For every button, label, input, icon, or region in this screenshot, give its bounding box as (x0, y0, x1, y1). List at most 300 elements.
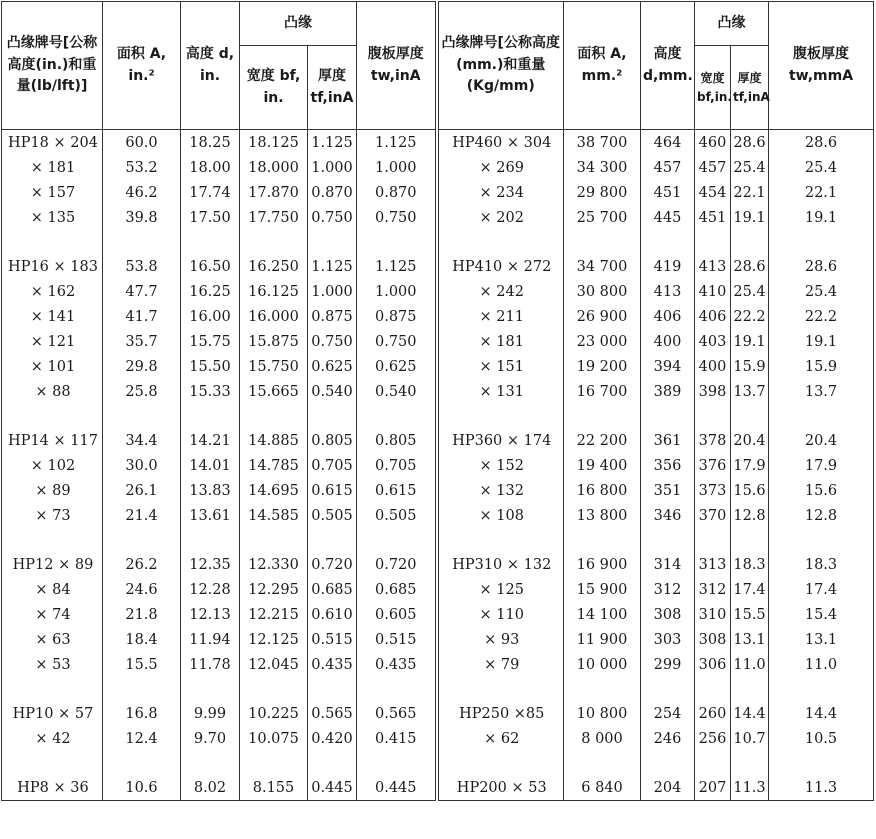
cell-r-designation: × 62 (437, 726, 564, 751)
cell-l-web: 0.615 (357, 478, 437, 503)
spacer-cell (769, 677, 874, 701)
cell-l-area: 24.6 (103, 577, 181, 602)
cell-r-flange-width: 457 (695, 155, 731, 180)
cell-l-designation: × 181 (2, 155, 103, 180)
cell-r-depth: 346 (641, 503, 695, 528)
cell-l-designation: HP18 × 204 (2, 130, 103, 156)
cell-l-flange-thick: 0.685 (308, 577, 357, 602)
cell-l-designation: × 162 (2, 279, 103, 304)
cell-r-area: 23 000 (564, 329, 641, 354)
spacer-cell (103, 404, 181, 428)
cell-r-depth: 394 (641, 354, 695, 379)
cell-r-depth: 254 (641, 701, 695, 726)
spacer-cell (2, 528, 103, 552)
cell-l-flange-width: 12.295 (240, 577, 308, 602)
header-r-flange: 凸缘 (695, 2, 769, 46)
cell-r-web: 17.4 (769, 577, 874, 602)
header-l-flange-thick: 厚度 tf,inA (308, 46, 357, 130)
cell-l-depth: 8.02 (181, 775, 240, 801)
cell-r-flange-width: 306 (695, 652, 731, 677)
cell-l-flange-thick: 0.515 (308, 627, 357, 652)
cell-r-designation: × 202 (437, 205, 564, 230)
header-l-flange: 凸缘 (240, 2, 357, 46)
cell-l-flange-thick: 0.420 (308, 726, 357, 751)
cell-r-web: 15.9 (769, 354, 874, 379)
cell-l-designation: × 157 (2, 180, 103, 205)
cell-l-flange-width: 14.785 (240, 453, 308, 478)
spacer-cell (731, 230, 769, 254)
spacer-cell (437, 230, 564, 254)
spacer-cell (357, 751, 437, 775)
table-row (2, 279, 874, 304)
cell-l-depth: 9.99 (181, 701, 240, 726)
cell-r-flange-width: 400 (695, 354, 731, 379)
cell-r-flange-thick: 14.4 (731, 701, 769, 726)
header-l-area: 面积 A, in.² (103, 2, 181, 130)
cell-r-area: 8 000 (564, 726, 641, 751)
cell-r-flange-width: 398 (695, 379, 731, 404)
cell-l-web: 0.565 (357, 701, 437, 726)
cell-l-depth: 16.00 (181, 304, 240, 329)
spacer-cell (641, 528, 695, 552)
spacer-cell (2, 230, 103, 254)
cell-r-designation: × 108 (437, 503, 564, 528)
cell-l-flange-width: 14.885 (240, 428, 308, 453)
cell-l-designation: × 135 (2, 205, 103, 230)
spacer-cell (695, 404, 731, 428)
cell-r-depth: 464 (641, 130, 695, 156)
table-row (2, 453, 874, 478)
spacer-cell (641, 230, 695, 254)
table-row (2, 503, 874, 528)
spacer-cell (437, 528, 564, 552)
spacer-cell (695, 751, 731, 775)
spacer-cell (769, 751, 874, 775)
spacer-cell (240, 528, 308, 552)
spacer-cell (181, 751, 240, 775)
cell-r-flange-thick: 19.1 (731, 205, 769, 230)
spacer-cell (181, 528, 240, 552)
spacer-cell (240, 230, 308, 254)
cell-r-flange-thick: 22.2 (731, 304, 769, 329)
cell-r-flange-thick: 17.4 (731, 577, 769, 602)
cell-r-flange-width: 410 (695, 279, 731, 304)
cell-l-flange-width: 18.125 (240, 130, 308, 156)
cell-l-web: 0.875 (357, 304, 437, 329)
cell-l-flange-width: 12.125 (240, 627, 308, 652)
cell-r-depth: 299 (641, 652, 695, 677)
cell-r-depth: 204 (641, 775, 695, 801)
cell-l-designation: × 121 (2, 329, 103, 354)
cell-l-area: 34.4 (103, 428, 181, 453)
cell-l-flange-width: 14.585 (240, 503, 308, 528)
spacer-cell (357, 230, 437, 254)
cell-l-depth: 14.21 (181, 428, 240, 453)
spacer-cell (731, 404, 769, 428)
cell-l-web: 0.625 (357, 354, 437, 379)
cell-r-designation: HP250 ×85 (437, 701, 564, 726)
cell-l-area: 26.1 (103, 478, 181, 503)
cell-r-area: 10 800 (564, 701, 641, 726)
cell-r-area: 19 200 (564, 354, 641, 379)
cell-r-depth: 303 (641, 627, 695, 652)
header-l-flange-width: 宽度 bf, in. (240, 46, 308, 130)
table-row (2, 552, 874, 577)
cell-r-designation: × 132 (437, 478, 564, 503)
cell-r-area: 26 900 (564, 304, 641, 329)
spacer-cell (181, 677, 240, 701)
cell-l-web: 1.125 (357, 130, 437, 156)
spacer-cell (564, 230, 641, 254)
cell-r-designation: × 181 (437, 329, 564, 354)
cell-r-web: 18.3 (769, 552, 874, 577)
cell-r-area: 29 800 (564, 180, 641, 205)
group-spacer (2, 528, 874, 552)
cell-l-flange-width: 12.330 (240, 552, 308, 577)
spacer-cell (181, 404, 240, 428)
header-r-web: 腹板厚度 tw,mmA (769, 2, 874, 130)
spacer-cell (731, 528, 769, 552)
cell-l-designation: × 63 (2, 627, 103, 652)
cell-l-flange-thick: 0.705 (308, 453, 357, 478)
cell-l-web: 0.435 (357, 652, 437, 677)
spacer-cell (308, 751, 357, 775)
cell-r-flange-thick: 13.7 (731, 379, 769, 404)
cell-r-flange-thick: 17.9 (731, 453, 769, 478)
cell-l-flange-thick: 1.000 (308, 155, 357, 180)
spacer-cell (731, 751, 769, 775)
cell-r-depth: 361 (641, 428, 695, 453)
cell-r-web: 19.1 (769, 205, 874, 230)
cell-r-depth: 389 (641, 379, 695, 404)
header-r-designation: 凸缘牌号[公称高度(mm.)和重量(Kg/mm) (437, 2, 564, 130)
table-row (2, 602, 874, 627)
cell-r-depth: 314 (641, 552, 695, 577)
cell-r-depth: 400 (641, 329, 695, 354)
cell-l-web: 1.000 (357, 155, 437, 180)
cell-l-flange-thick: 0.720 (308, 552, 357, 577)
spacer-cell (2, 677, 103, 701)
cell-l-flange-thick: 0.445 (308, 775, 357, 801)
cell-r-designation: HP360 × 174 (437, 428, 564, 453)
cell-r-flange-width: 454 (695, 180, 731, 205)
spacer-cell (357, 404, 437, 428)
cell-l-depth: 13.83 (181, 478, 240, 503)
cell-l-flange-width: 12.045 (240, 652, 308, 677)
cell-r-designation: × 131 (437, 379, 564, 404)
cell-l-depth: 17.50 (181, 205, 240, 230)
cell-r-flange-width: 308 (695, 627, 731, 652)
cell-r-flange-thick: 11.0 (731, 652, 769, 677)
cell-l-flange-thick: 1.125 (308, 130, 357, 156)
table-row (2, 180, 874, 205)
spacer-cell (2, 751, 103, 775)
cell-r-designation: HP460 × 304 (437, 130, 564, 156)
cell-l-depth: 15.33 (181, 379, 240, 404)
cell-r-flange-width: 378 (695, 428, 731, 453)
cell-l-designation: HP8 × 36 (2, 775, 103, 801)
spacer-cell (103, 751, 181, 775)
cell-l-flange-thick: 0.750 (308, 329, 357, 354)
spacer-cell (695, 230, 731, 254)
cell-r-flange-thick: 13.1 (731, 627, 769, 652)
cell-r-web: 10.5 (769, 726, 874, 751)
spacer-cell (103, 677, 181, 701)
cell-r-web: 17.9 (769, 453, 874, 478)
cell-r-designation: × 79 (437, 652, 564, 677)
cell-r-web: 15.4 (769, 602, 874, 627)
table-row (2, 701, 874, 726)
cell-r-web: 22.2 (769, 304, 874, 329)
group-spacer (2, 230, 874, 254)
cell-l-web: 0.750 (357, 205, 437, 230)
cell-l-depth: 17.74 (181, 180, 240, 205)
cell-r-designation: × 242 (437, 279, 564, 304)
cell-l-designation: HP12 × 89 (2, 552, 103, 577)
cell-l-flange-thick: 0.435 (308, 652, 357, 677)
cell-r-web: 11.0 (769, 652, 874, 677)
spacer-cell (357, 677, 437, 701)
cell-l-depth: 15.75 (181, 329, 240, 354)
cell-r-flange-width: 413 (695, 254, 731, 279)
cell-r-depth: 356 (641, 453, 695, 478)
cell-r-area: 19 400 (564, 453, 641, 478)
cell-l-area: 60.0 (103, 130, 181, 156)
cell-r-web: 20.4 (769, 428, 874, 453)
cell-r-flange-thick: 25.4 (731, 155, 769, 180)
cell-r-flange-thick: 15.5 (731, 602, 769, 627)
cell-r-flange-thick: 15.6 (731, 478, 769, 503)
cell-l-designation: × 88 (2, 379, 103, 404)
table-row (2, 205, 874, 230)
spacer-cell (564, 528, 641, 552)
cell-l-flange-width: 15.750 (240, 354, 308, 379)
header-r-area: 面积 A, mm.² (564, 2, 641, 130)
cell-l-area: 29.8 (103, 354, 181, 379)
cell-l-web: 1.125 (357, 254, 437, 279)
cell-r-web: 19.1 (769, 329, 874, 354)
header-r-flange-thick: 厚度 tf,inA (731, 46, 769, 130)
cell-l-designation: × 74 (2, 602, 103, 627)
cell-r-web: 12.8 (769, 503, 874, 528)
cell-r-flange-thick: 22.1 (731, 180, 769, 205)
cell-l-web: 1.000 (357, 279, 437, 304)
cell-l-flange-thick: 0.625 (308, 354, 357, 379)
cell-r-area: 6 840 (564, 775, 641, 801)
cell-l-depth: 9.70 (181, 726, 240, 751)
cell-r-web: 25.4 (769, 279, 874, 304)
table-row (2, 354, 874, 379)
cell-r-flange-width: 406 (695, 304, 731, 329)
cell-r-flange-thick: 19.1 (731, 329, 769, 354)
cell-l-flange-width: 12.215 (240, 602, 308, 627)
spacer-cell (308, 230, 357, 254)
cell-l-flange-thick: 0.875 (308, 304, 357, 329)
table-row (2, 155, 874, 180)
cell-r-designation: HP310 × 132 (437, 552, 564, 577)
spacer-cell (564, 751, 641, 775)
table-row (2, 577, 874, 602)
spacer-cell (641, 751, 695, 775)
cell-l-designation: × 42 (2, 726, 103, 751)
cell-r-designation: × 110 (437, 602, 564, 627)
cell-r-designation: × 151 (437, 354, 564, 379)
header-r-flange-width: 宽度 bf,in. (695, 46, 731, 130)
cell-l-area: 26.2 (103, 552, 181, 577)
cell-l-web: 0.685 (357, 577, 437, 602)
spacer-cell (695, 528, 731, 552)
spacer-cell (308, 677, 357, 701)
cell-l-area: 41.7 (103, 304, 181, 329)
cell-r-depth: 308 (641, 602, 695, 627)
cell-r-flange-thick: 20.4 (731, 428, 769, 453)
cell-r-designation: × 93 (437, 627, 564, 652)
spacer-cell (564, 404, 641, 428)
cell-l-flange-thick: 0.615 (308, 478, 357, 503)
table-body (2, 130, 874, 801)
cell-l-flange-width: 17.750 (240, 205, 308, 230)
cell-r-depth: 406 (641, 304, 695, 329)
cell-r-flange-thick: 10.7 (731, 726, 769, 751)
group-spacer (2, 677, 874, 701)
cell-r-flange-thick: 12.8 (731, 503, 769, 528)
spacer-cell (769, 404, 874, 428)
cell-l-designation: HP16 × 183 (2, 254, 103, 279)
cell-r-depth: 457 (641, 155, 695, 180)
cell-l-designation: × 102 (2, 453, 103, 478)
cell-r-area: 11 900 (564, 627, 641, 652)
table-row (2, 478, 874, 503)
spacer-cell (769, 230, 874, 254)
cell-l-depth: 12.13 (181, 602, 240, 627)
cell-l-designation: × 101 (2, 354, 103, 379)
table-row (2, 726, 874, 751)
cell-r-depth: 445 (641, 205, 695, 230)
spacer-cell (769, 528, 874, 552)
cell-r-flange-thick: 28.6 (731, 130, 769, 156)
cell-r-area: 16 700 (564, 379, 641, 404)
header-l-web: 腹板厚度 tw,inA (357, 2, 437, 130)
cell-r-flange-width: 373 (695, 478, 731, 503)
cell-l-web: 0.720 (357, 552, 437, 577)
cell-l-flange-width: 16.125 (240, 279, 308, 304)
table-row (2, 379, 874, 404)
cell-r-area: 25 700 (564, 205, 641, 230)
cell-r-designation: × 269 (437, 155, 564, 180)
cell-r-web: 13.1 (769, 627, 874, 652)
cell-l-web: 0.415 (357, 726, 437, 751)
cell-r-flange-width: 460 (695, 130, 731, 156)
spacer-cell (308, 528, 357, 552)
spacer-cell (181, 230, 240, 254)
spacer-cell (240, 677, 308, 701)
cell-l-flange-thick: 1.125 (308, 254, 357, 279)
cell-l-flange-width: 15.665 (240, 379, 308, 404)
cell-r-web: 11.3 (769, 775, 874, 801)
cell-r-designation: × 211 (437, 304, 564, 329)
cell-l-flange-thick: 0.805 (308, 428, 357, 453)
spacer-cell (240, 751, 308, 775)
spacer-cell (240, 404, 308, 428)
cell-l-depth: 16.50 (181, 254, 240, 279)
cell-l-flange-thick: 0.540 (308, 379, 357, 404)
cell-l-depth: 11.94 (181, 627, 240, 652)
cell-l-flange-width: 17.870 (240, 180, 308, 205)
spacer-cell (641, 404, 695, 428)
cell-r-flange-width: 260 (695, 701, 731, 726)
cell-r-designation: × 125 (437, 577, 564, 602)
cell-l-area: 53.2 (103, 155, 181, 180)
cell-l-flange-width: 15.875 (240, 329, 308, 354)
header-l-designation: 凸缘牌号[公称高度(in.)和重量(lb/lft)] (2, 2, 103, 130)
cell-r-area: 34 300 (564, 155, 641, 180)
cell-r-web: 28.6 (769, 254, 874, 279)
cell-r-flange-thick: 25.4 (731, 279, 769, 304)
cell-l-flange-width: 10.075 (240, 726, 308, 751)
group-spacer (2, 751, 874, 775)
cell-r-flange-thick: 18.3 (731, 552, 769, 577)
cell-r-area: 14 100 (564, 602, 641, 627)
cell-l-depth: 18.00 (181, 155, 240, 180)
cell-l-designation: × 141 (2, 304, 103, 329)
cell-l-web: 0.540 (357, 379, 437, 404)
cell-l-area: 46.2 (103, 180, 181, 205)
cell-l-area: 47.7 (103, 279, 181, 304)
cell-r-web: 28.6 (769, 130, 874, 156)
cell-r-flange-width: 313 (695, 552, 731, 577)
cell-l-flange-thick: 0.610 (308, 602, 357, 627)
cell-l-web: 0.705 (357, 453, 437, 478)
cell-l-flange-thick: 0.505 (308, 503, 357, 528)
cell-r-area: 16 900 (564, 552, 641, 577)
cell-l-flange-thick: 0.565 (308, 701, 357, 726)
cell-l-flange-width: 16.000 (240, 304, 308, 329)
spacer-cell (357, 528, 437, 552)
cell-r-area: 30 800 (564, 279, 641, 304)
cell-l-area: 30.0 (103, 453, 181, 478)
cell-r-web: 14.4 (769, 701, 874, 726)
table-row (2, 627, 874, 652)
cell-r-flange-width: 207 (695, 775, 731, 801)
cell-l-designation: × 84 (2, 577, 103, 602)
cell-l-web: 0.445 (357, 775, 437, 801)
cell-l-flange-width: 8.155 (240, 775, 308, 801)
table-row (2, 652, 874, 677)
table-row (2, 428, 874, 453)
cell-l-area: 16.8 (103, 701, 181, 726)
cell-r-area: 16 800 (564, 478, 641, 503)
cell-l-flange-thick: 1.000 (308, 279, 357, 304)
cell-l-area: 21.8 (103, 602, 181, 627)
cell-l-flange-width: 16.250 (240, 254, 308, 279)
cell-r-web: 22.1 (769, 180, 874, 205)
cell-l-depth: 13.61 (181, 503, 240, 528)
spacer-cell (437, 751, 564, 775)
cell-l-designation: × 89 (2, 478, 103, 503)
table-row (2, 130, 874, 156)
cell-l-flange-width: 14.695 (240, 478, 308, 503)
cell-l-designation: HP14 × 117 (2, 428, 103, 453)
cell-r-depth: 351 (641, 478, 695, 503)
cell-r-flange-width: 376 (695, 453, 731, 478)
cell-l-area: 21.4 (103, 503, 181, 528)
cell-l-web: 0.870 (357, 180, 437, 205)
cell-l-flange-thick: 0.870 (308, 180, 357, 205)
spacer-cell (641, 677, 695, 701)
cell-r-web: 25.4 (769, 155, 874, 180)
cell-r-area: 15 900 (564, 577, 641, 602)
cell-r-flange-thick: 15.9 (731, 354, 769, 379)
